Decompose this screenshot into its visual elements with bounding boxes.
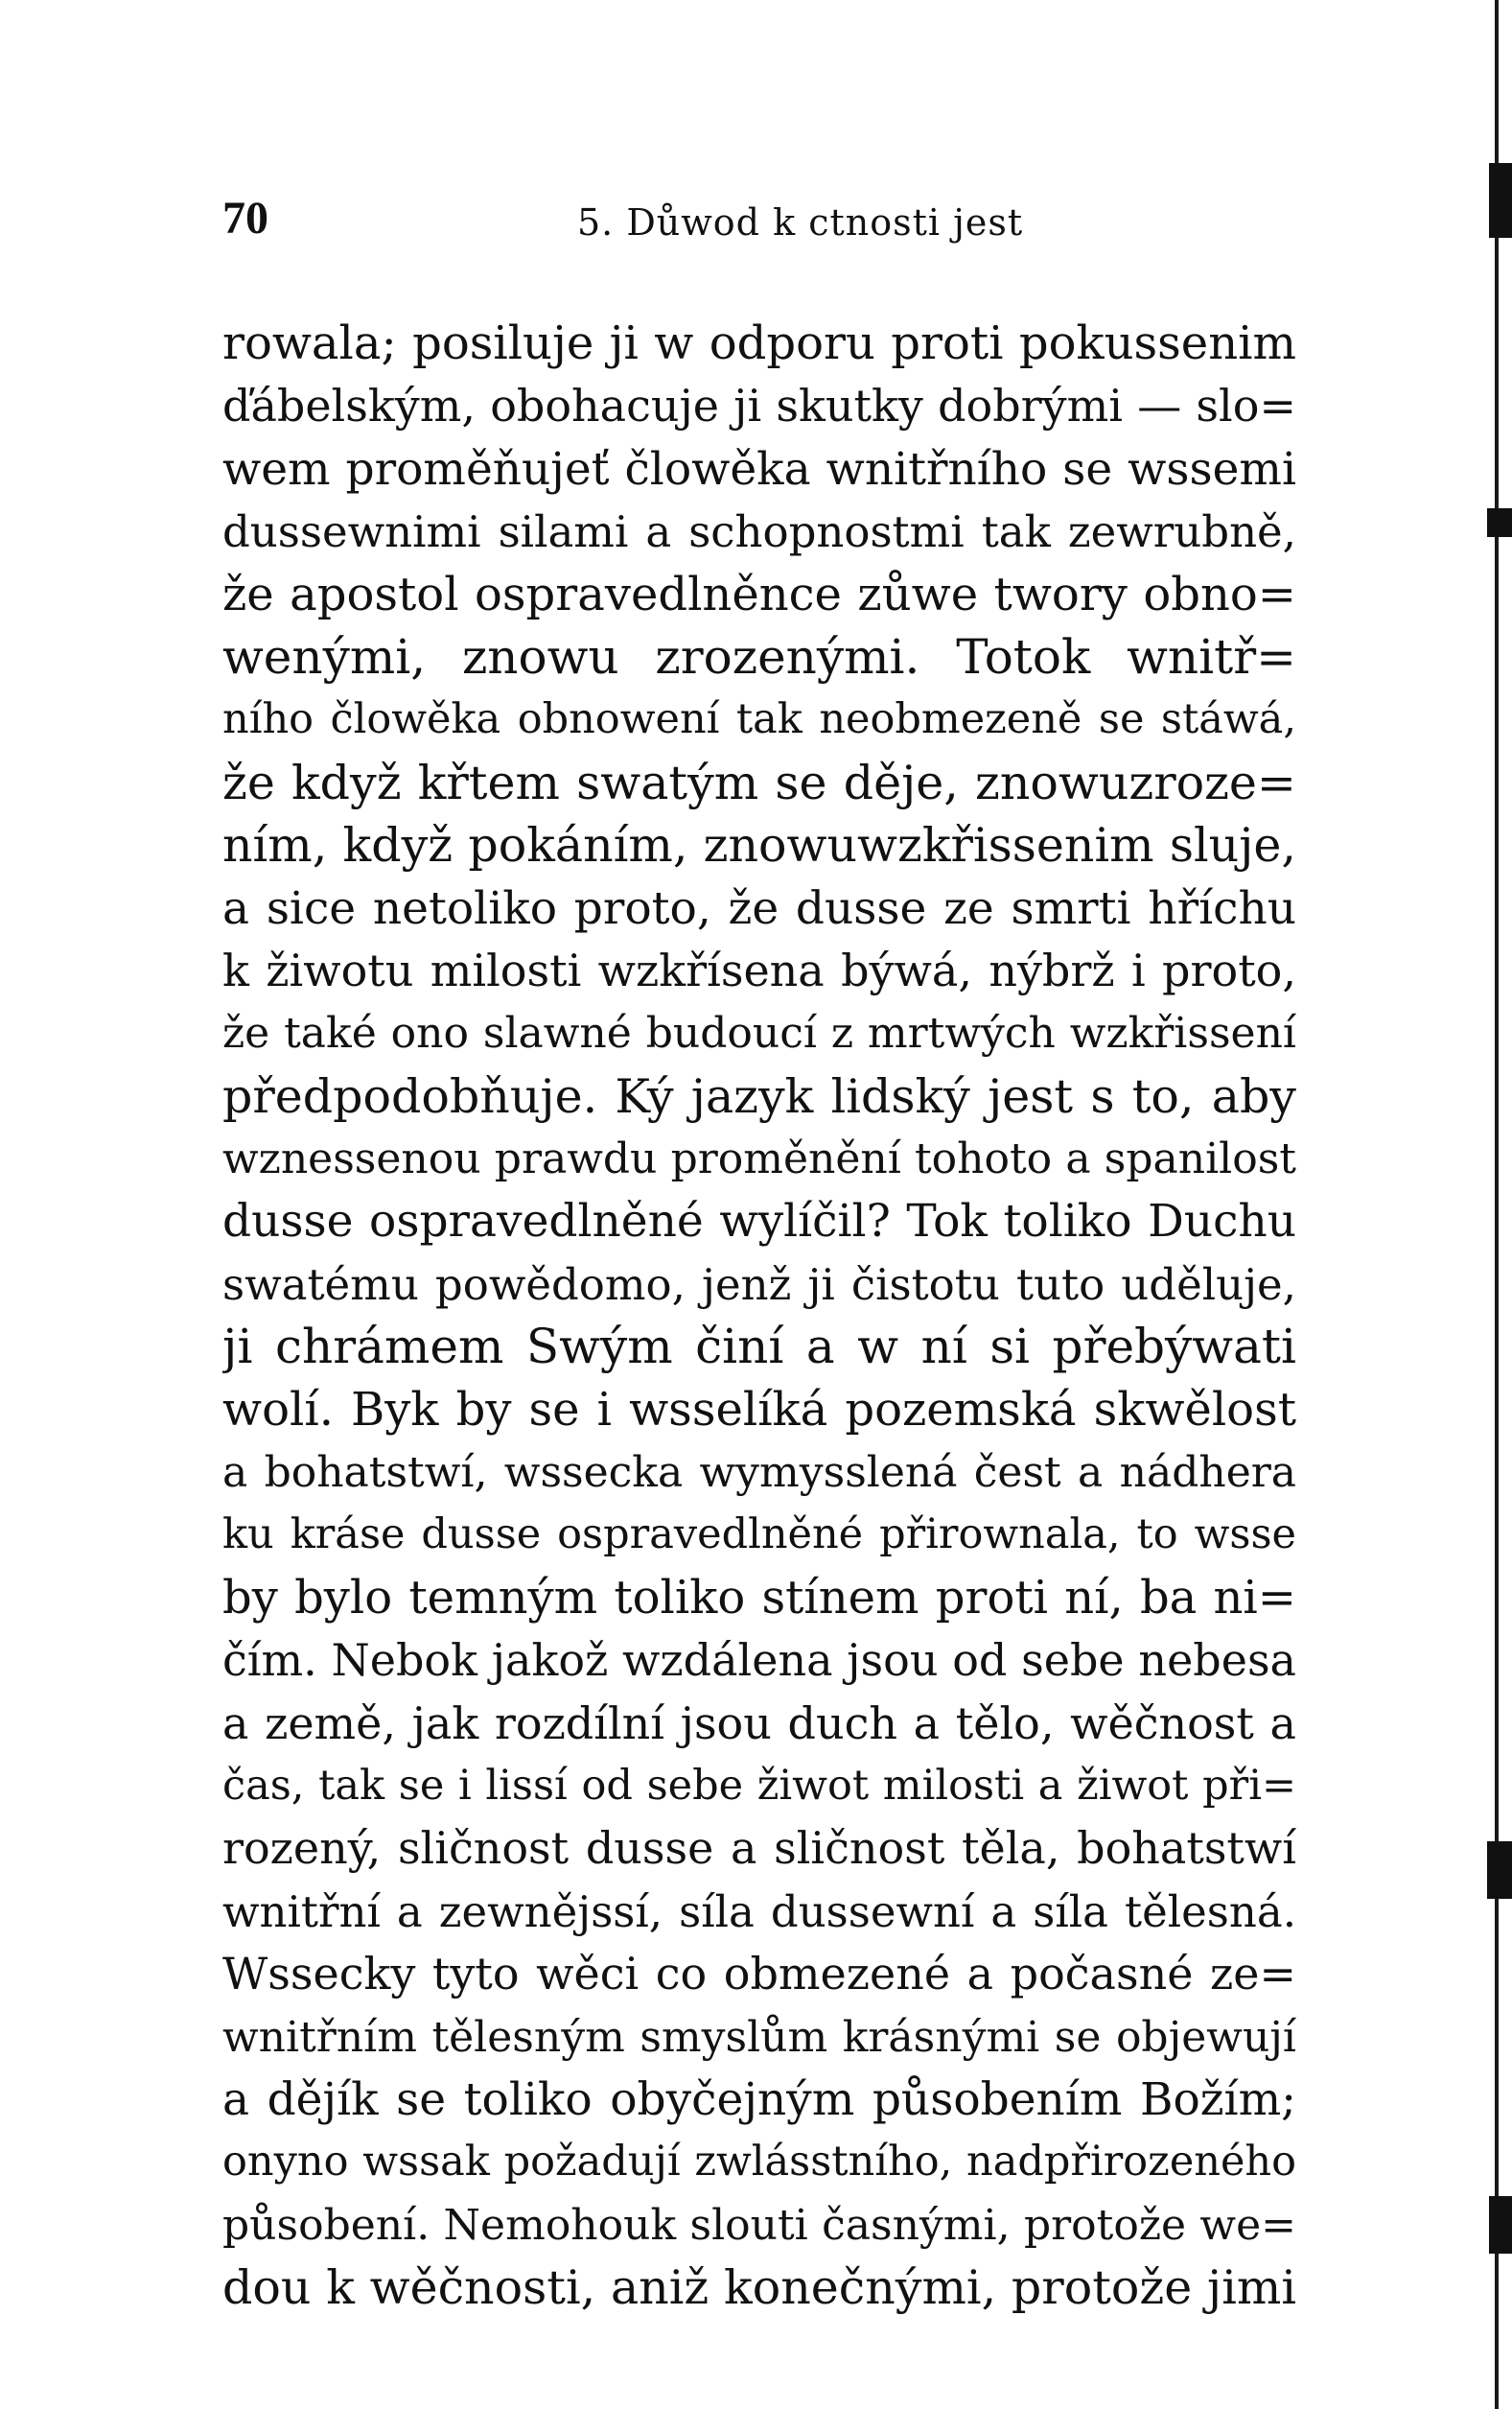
text-line: wem proměňujeť člowěka wnitřního se wssemi bbox=[222, 442, 1296, 496]
text-line: Wssecky tyto wěci co obmezené a počasné ze= bbox=[222, 1948, 1296, 2000]
edge-mark bbox=[1487, 1841, 1512, 1899]
text-line: rowala; posiluje ji w odporu proti pokussenim bbox=[222, 316, 1296, 370]
text-line: čas, tak se i lissí od sebe žiwot milosti a žiwot při= bbox=[222, 1761, 1296, 1810]
page-number: 70 bbox=[222, 193, 268, 244]
text-line: ďábelským, obohacuje ji skutky dobrými — slo= bbox=[222, 380, 1296, 433]
text-line: ním, když pokáním, znowuwzkřissenim sluje, bbox=[222, 818, 1296, 874]
text-line: wnitřním tělesným smyslům krásnými se objewují bbox=[222, 2012, 1296, 2062]
text-line: k žiwotu milosti wzkřísena býwá, nýbrž i proto, bbox=[222, 944, 1296, 996]
text-line: wnitřní a zewnějssí, síla dussewní a síla tělesná. bbox=[222, 1885, 1296, 1937]
text-line: by bylo temným toliko stínem proti ní, ba ni= bbox=[222, 1570, 1296, 1625]
text-line: čím. Nebok jakož wzdálena jsou od sebe nebesa bbox=[222, 1634, 1296, 1687]
text-line: ji chrámem Swým činí a w ní si přebýwati bbox=[222, 1319, 1296, 1375]
page-header bbox=[222, 192, 1296, 259]
text-line: wolí. Byk by se i wsselíká pozemská skwělost bbox=[222, 1382, 1296, 1437]
body-text bbox=[222, 313, 1296, 2320]
text-line: působení. Nemohouk slouti časnými, protože we= bbox=[222, 2200, 1296, 2250]
text-line: ního člowěka obnowení tak neobmezeně se stáwá, bbox=[222, 695, 1296, 744]
text-line: že když křtem swatým se děje, znowuzroze= bbox=[222, 755, 1296, 810]
text-line: rozený, sličnost dusse a sličnost těla, bohatstwí bbox=[222, 1822, 1296, 1875]
text-line: a bohatstwí, wssecka wymysslená čest a nádhera bbox=[222, 1448, 1296, 1498]
page-edge bbox=[1495, 0, 1512, 2409]
text-line: dusse ospravedlněné wylíčil? Tok toliko Duchu bbox=[222, 1195, 1296, 1249]
running-head: 5. Důwod k ctnosti jest bbox=[577, 201, 1024, 244]
text-line: dussewnimi silami a schopnostmi tak zewrubně, bbox=[222, 506, 1296, 558]
text-line: a země, jak rozdílní jsou duch a tělo, wěčnost a bbox=[222, 1696, 1296, 1749]
edge-mark bbox=[1487, 508, 1512, 537]
text-line: dou k wěčnosti, aniž konečnými, protože jimi bbox=[222, 2260, 1296, 2316]
text-line: wenými, znowu zrozenými. Totok wnitř= bbox=[222, 628, 1296, 685]
text-line: a dějík se toliko obyčejným působením Božím; bbox=[222, 2072, 1296, 2126]
edge-mark bbox=[1489, 2196, 1512, 2254]
text-line: ku kráse dusse ospravedlněné přirownala, to wsse bbox=[222, 1510, 1296, 1559]
text-line: předpodobňuje. Ký jazyk lidský jest s to, aby bbox=[222, 1068, 1296, 1124]
text-line: a sice netoliko proto, že dusse ze smrti hříchu bbox=[222, 881, 1296, 935]
text-line: že také ono slawné budoucí z mrtwých wzkřissení bbox=[222, 1009, 1296, 1059]
text-line: že apostol ospravedlněnce zůwe twory obno= bbox=[222, 567, 1296, 621]
text-line: swatému powědomo, jenž ji čistotu tuto uděluje, bbox=[222, 1258, 1296, 1310]
text-line: onyno wssak požadují zwlásstního, nadpřirozeného bbox=[222, 2138, 1296, 2187]
edge-mark bbox=[1489, 163, 1512, 238]
text-line: wznessenou prawdu proměnění tohoto a spanilost bbox=[222, 1134, 1296, 1184]
